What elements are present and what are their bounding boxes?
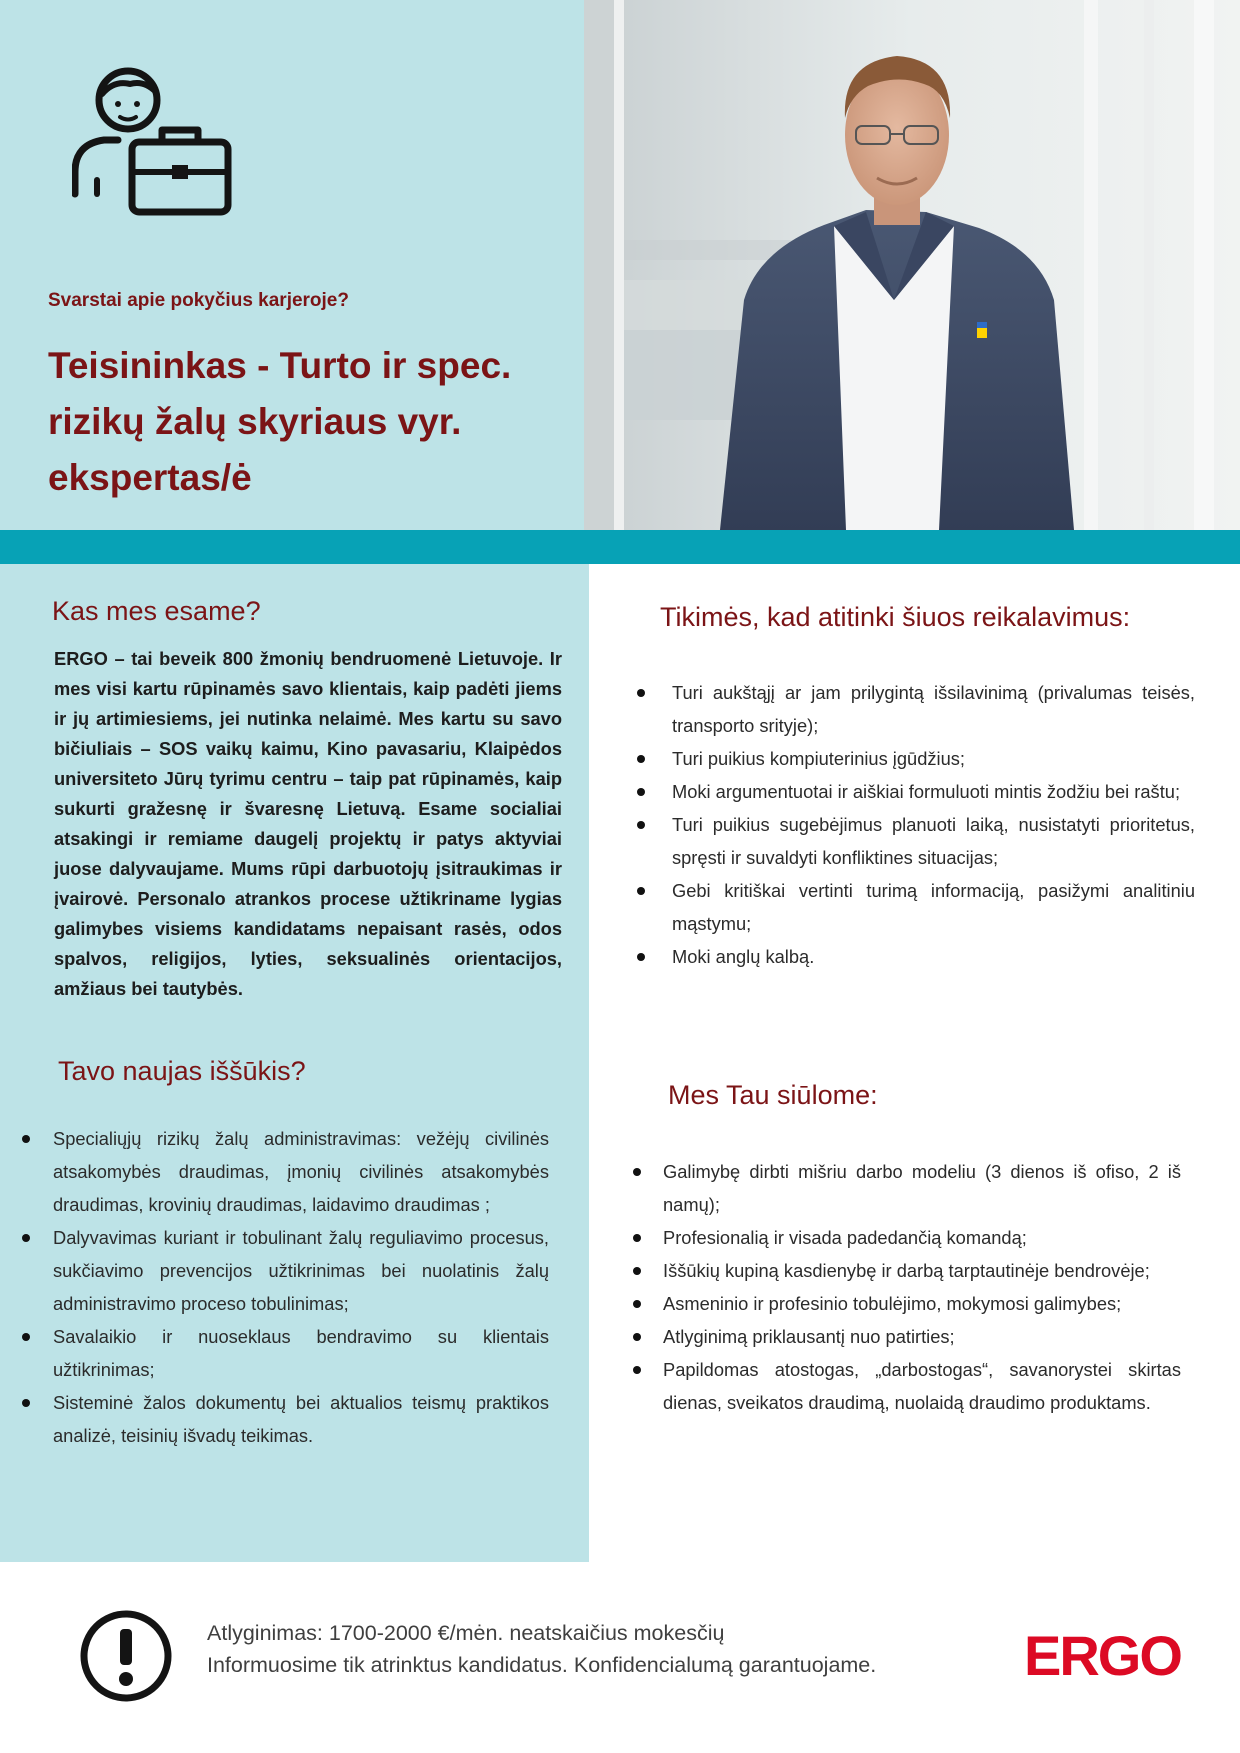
ergo-logo: ERGO xyxy=(1024,1624,1181,1687)
list-item: Atlyginimą priklausantį nuo patirties; xyxy=(663,1320,1181,1353)
about-text: ERGO – tai beveik 800 žmonių bendruomenė Lietuvoje. Ir mes visi kartu rūpinamės savo klientais, kaip padėti jiems ir jų artimiesiems, jei nutinka nelaimė. Mes kartu su savo bičiuliais – SOS vaikų kaimu, Kino pavasariu, Klaipėdos universiteto Jūrų tyrimu centru – taip pat rūpinamės, kaip sukurti gražesnę ir švaresnę Lietuvą. Esame socialiai atsakingi ir remiame daugelį projektų ir patys aktyviai juose dalyvaujame. Mums rūpi darbuotojų įsitraukimas ir įvairovė. Personalo atrankos procese užtikriname lygias galimybes visiems kandidatams nepaisant rasės, odos spalvos, religijos, lyties, seksualinės orientacijos, amžiaus bei tautybės. xyxy=(54,648,562,999)
list-item: Sisteminė žalos dokumentų bei aktualios teismų praktikos analizė, teisinių išvadų teikimas. xyxy=(53,1386,549,1452)
challenge-heading: Tavo naujas iššūkis? xyxy=(58,1056,306,1086)
portrait-image xyxy=(584,0,1240,530)
list-item: Moki anglų kalbą. xyxy=(672,940,1195,973)
hero-photo xyxy=(584,0,1240,530)
list-item: Galimybę dirbti mišriu darbo modeliu (3 dienos iš ofiso, 2 iš namų); xyxy=(663,1155,1181,1221)
list-item: Papildomas atostogas, „darbostogas“, savanorystei skirtas dienas, sveikatos draudimą, nuolaidą draudimo produktams. xyxy=(663,1353,1181,1419)
list-item: Turi aukštąjį ar jam prilygintą išsilavinimą (privalumas teisės, transporto srityje); xyxy=(672,676,1195,742)
list-item: Dalyvavimas kuriant ir tobulinant žalų reguliavimo procesus, sukčiavimo prevencijos užtikrinimas bei nuolatinis žalų administravimo proceso tobulinimas; xyxy=(53,1221,549,1320)
list-item: Gebi kritiškai vertinti turimą informaciją, pasižymi analitiniu mąstymu; xyxy=(672,874,1195,940)
requirements-heading: Tikimės, kad atitinki šiuos reikalavimus: xyxy=(660,602,1131,632)
exclamation-circle-icon xyxy=(79,1609,173,1703)
list-item: Specialiųjų rizikų žalų administravimas: vežėjų civilinės atsakomybės draudimas, įmonių civilinės atsakomybės draudimas, krovinių draudimas, laidavimo draudimas ; xyxy=(53,1122,549,1221)
accent-band xyxy=(0,530,1240,564)
list-item: Turi puikius sugebėjimus planuoti laiką, nusistatyti prioritetus, spręsti ir suvaldyti konfliktines situacijas; xyxy=(672,808,1195,874)
list-item: Iššūkių kupiną kasdienybę ir darbą tarptautinėje bendrovėje; xyxy=(663,1254,1181,1287)
list-item: Asmeninio ir profesinio tobulėjimo, mokymosi galimybes; xyxy=(663,1287,1181,1320)
confidentiality-note: Informuosime tik atrinktus kandidatus. Konfidencialumą garantuojame. xyxy=(207,1653,877,1677)
list-item: Turi puikius kompiuterinius įgūdžius; xyxy=(672,742,1195,775)
person-with-briefcase-icon xyxy=(72,62,234,218)
challenge-list xyxy=(53,1122,549,1452)
offer-list xyxy=(663,1155,1181,1419)
about-heading: Kas mes esame? xyxy=(52,596,261,626)
offer-heading: Mes Tau siūlome: xyxy=(668,1080,878,1110)
list-item: Profesionalią ir visada padedančią komandą; xyxy=(663,1221,1181,1254)
requirements-list xyxy=(672,676,1195,973)
list-item: Savalaikio ir nuoseklaus bendravimo su klientais užtikrinimas; xyxy=(53,1320,549,1386)
salary-text: Atlyginimas: 1700-2000 €/mėn. neatskaičius mokesčių xyxy=(207,1621,725,1645)
job-title: Teisininkas - Turto ir spec. rizikų žalų skyriaus vyr. ekspertas/ė xyxy=(48,345,512,498)
list-item: Moki argumentuotai ir aiškiai formuluoti mintis žodžiu bei raštu; xyxy=(672,775,1195,808)
hero-kicker: Svarstai apie pokyčius karjeroje? xyxy=(48,290,349,311)
